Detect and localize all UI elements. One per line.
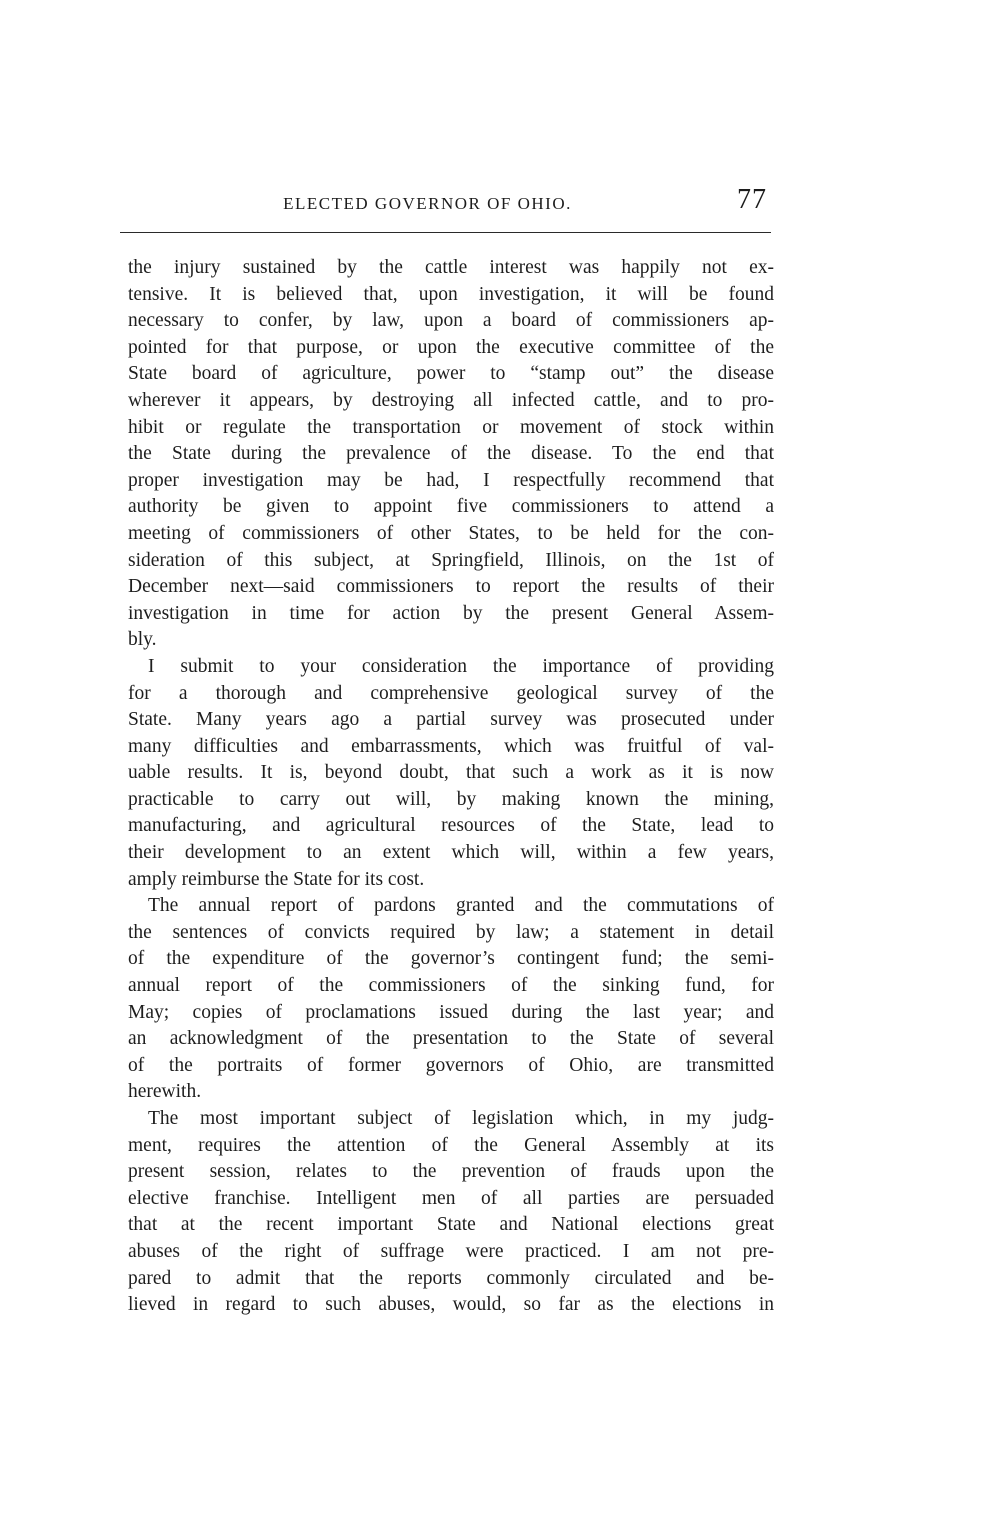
running-head: ELECTED GOVERNOR OF OHIO.	[283, 194, 572, 213]
text-line: tensive. It is believed that, upon investigation, it will be found	[128, 283, 774, 305]
paragraph-start-line: The most important subject of legislation which, in my judg-	[148, 1108, 774, 1129]
text-line: their development to an extent which will, within a few years,	[128, 842, 774, 864]
text-line: December next—said commissioners to report the results of their	[128, 576, 774, 598]
paragraph-start-line: I submit to your consideration the importance of providing	[148, 655, 774, 677]
text-line: proper investigation may be had, I respectfully recommend that	[128, 469, 774, 491]
text-line: pointed for that purpose, or upon the executive committee of the	[128, 336, 774, 358]
text-line: many difficulties and embarrassments, which was fruitful of val-	[128, 735, 774, 757]
text-line: an acknowledgment of the presentation to the State of several	[128, 1028, 774, 1050]
text-line: wherever it appears, by destroying all infected cattle, and to pro-	[128, 389, 774, 411]
text-line: bly.	[128, 629, 157, 651]
text-line: herewith.	[128, 1081, 202, 1103]
text-line: pared to admit that the reports commonly circulated and be-	[128, 1267, 774, 1289]
text-line: sideration of this subject, at Springfield, Illinois, on the 1st of	[128, 549, 774, 571]
body-text	[128, 255, 774, 1319]
text-line: uable results. It is, beyond doubt, that such a work as it is now	[128, 762, 774, 784]
text-line: State board of agriculture, power to “stamp out” the disease	[128, 363, 774, 385]
text-line: investigation in time for action by the present General Assem-	[128, 602, 774, 624]
text-line: hibit or regulate the transportation or movement of stock within	[128, 416, 774, 438]
text-line: for a thorough and comprehensive geological survey of the	[128, 682, 774, 704]
text-line: of the portraits of former governors of Ohio, are transmitted	[128, 1054, 774, 1076]
page-header	[120, 186, 775, 226]
text-line: the State during the prevalence of the disease. To the end that	[128, 443, 774, 465]
text-line: elective franchise. Intelligent men of all parties are persuaded	[128, 1187, 774, 1209]
text-line: manufacturing, and agricultural resources of the State, lead to	[128, 815, 774, 837]
text-line: authority be given to appoint five commissioners to attend a	[128, 496, 774, 518]
header-rule	[120, 232, 771, 233]
page-number: 77	[737, 184, 767, 215]
paragraph-start-line: The annual report of pardons granted and the commutations of	[148, 895, 774, 917]
text-line: amply reimburse the State for its cost.	[128, 868, 425, 890]
text-line: abuses of the right of suffrage were practiced. I am not pre-	[128, 1240, 774, 1262]
text-line: State. Many years ago a partial survey was prosecuted under	[128, 709, 774, 731]
text-line: of the expenditure of the governor’s contingent fund; the semi-	[128, 948, 774, 970]
text-line: lieved in regard to such abuses, would, so far as the elections in	[128, 1294, 774, 1316]
text-line: annual report of the commissioners of the sinking fund, for	[128, 975, 774, 997]
text-line: May; copies of proclamations issued during the last year; and	[128, 1001, 774, 1023]
text-line: the sentences of convicts required by law; a statement in detail	[128, 921, 774, 943]
text-line: present session, relates to the prevention of frauds upon the	[128, 1161, 774, 1183]
text-line: necessary to confer, by law, upon a board of commissioners ap-	[128, 310, 774, 332]
text-line: that at the recent important State and National elections great	[128, 1214, 774, 1236]
text-line: practicable to carry out will, by making known the mining,	[128, 788, 774, 810]
text-line: ment, requires the attention of the General Assembly at its	[128, 1134, 774, 1156]
text-line: the injury sustained by the cattle interest was happily not ex-	[128, 257, 774, 278]
text-line: meeting of commissioners of other States, to be held for the con-	[128, 522, 774, 544]
